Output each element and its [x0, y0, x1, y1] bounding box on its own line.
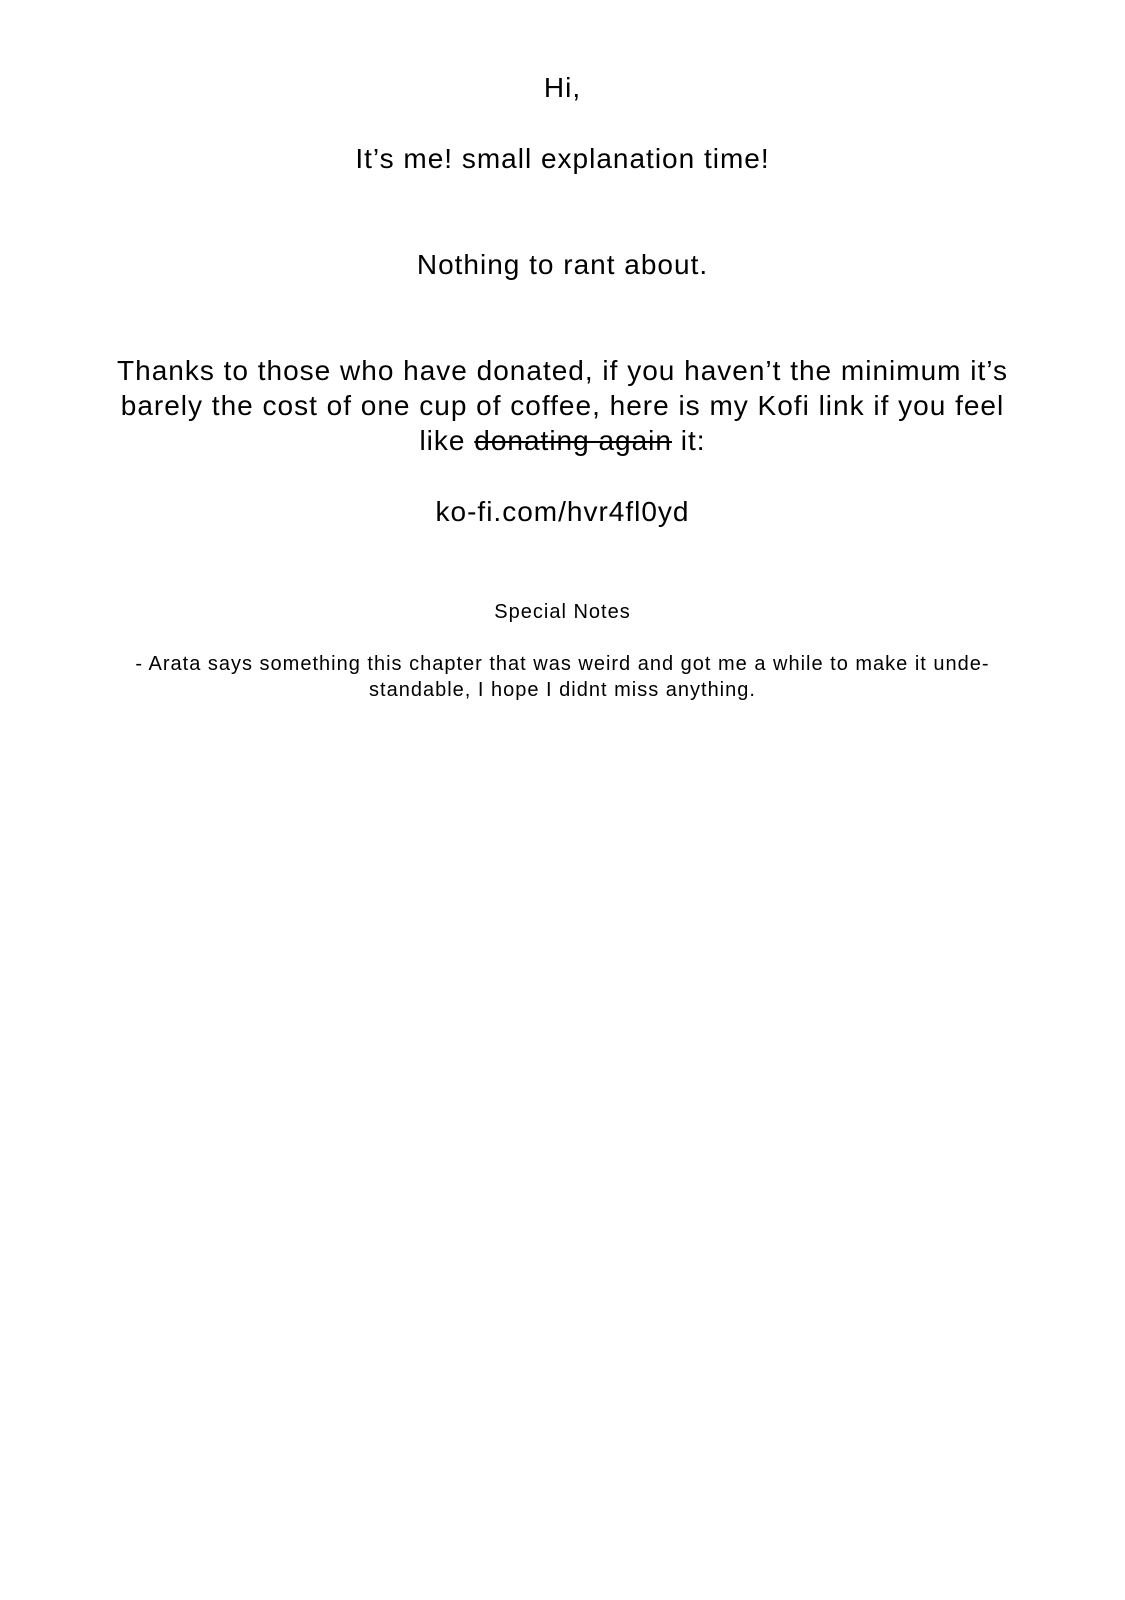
thanks-line-2: barely the cost of one cup of coffee, here is my Kofi link if you feel	[120, 390, 1005, 421]
kofi-link: ko-fi.com/hvr4fl0yd	[435, 496, 690, 527]
rant-text: Nothing to rant about.	[416, 249, 709, 280]
special-note-line-1: - Arata says something this chapter that was weird and got me a while to make it unde-	[135, 653, 990, 675]
special-notes-heading: Special Notes	[494, 601, 631, 623]
thanks-line-1: Thanks to those who have donated, if you haven’t the minimum it’s	[117, 355, 1008, 386]
greeting-text: Hi,	[543, 72, 582, 103]
struck-text: donating again	[474, 425, 672, 456]
thanks-line-3-suffix: it:	[680, 425, 706, 456]
thanks-line-3	[0, 425, 1125, 457]
intro-text: It’s me! small explanation time!	[355, 143, 770, 174]
thanks-line-3-prefix: like	[419, 425, 466, 456]
special-note-line-2: standable, I hope I didnt miss anything.	[369, 679, 756, 701]
